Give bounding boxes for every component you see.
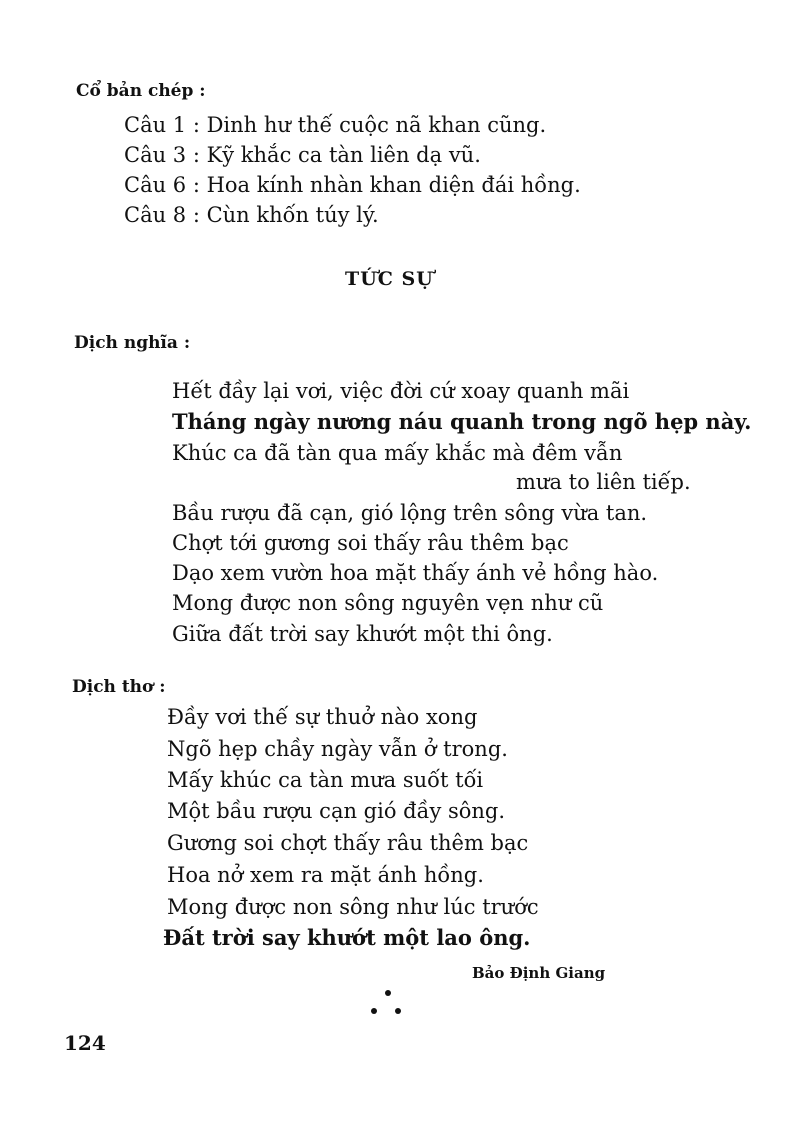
poem-line: Đầy vơi thế sự thuở nào xong [167,705,478,729]
author-signature: Bảo Định Giang [472,964,606,982]
section-title: TỨC SỰ [345,268,434,290]
poem-line: Mấy khúc ca tàn mưa suốt tối [167,768,484,792]
ornament-dot-right [395,1008,401,1014]
notes-line: Câu 6 : Hoa kính nhàn khan diện đái hồng. [124,173,581,197]
ornament-dot-left [371,1008,377,1014]
notes-line: Câu 8 : Cùn khốn túy lý. [124,203,379,227]
meaning-line: mưa to liên tiếp. [516,470,691,494]
meaning-heading: Dịch nghĩa : [74,333,191,353]
notes-heading: Cổ bản chép : [76,81,206,101]
poem-line: Hoa nở xem ra mặt ánh hồng. [167,863,484,887]
poem-line: Mong được non sông như lúc trước [167,895,539,919]
poem-line: Ngõ hẹp chầy ngày vẫn ở trong. [167,737,508,761]
meaning-line: Tháng ngày nương náu quanh trong ngõ hẹp này. [172,409,752,434]
meaning-line: Hết đầy lại vơi, việc đời cứ xoay quanh mãi [172,379,630,403]
meaning-line: Bầu rượu đã cạn, gió lộng trên sông vừa tan. [172,501,648,525]
notes-line: Câu 3 : Kỹ khắc ca tàn liên dạ vũ. [124,143,481,167]
meaning-line: Chợt tới gương soi thấy râu thêm bạc [172,531,569,555]
notes-line: Câu 1 : Dinh hư thế cuộc nã khan cũng. [124,113,547,137]
meaning-line: Khúc ca đã tàn qua mấy khắc mà đêm vẫn [172,441,623,465]
meaning-line: Dạo xem vườn hoa mặt thấy ánh vẻ hồng hào. [172,561,659,585]
meaning-line: Mong được non sông nguyên vẹn như cũ [172,591,604,615]
page-number: 124 [64,1031,106,1055]
meaning-line: Giữa đất trời say khướt một thi ông. [172,622,553,646]
ornament-dots [368,988,408,1018]
ornament-dot-top [385,990,391,996]
poem-line: Gương soi chợt thấy râu thêm bạc [167,831,529,855]
poem-line: Một bầu rượu cạn gió đầy sông. [167,799,506,823]
poem-heading: Dịch thơ : [72,677,166,697]
poem-line: Đất trời say khướt một lao ông. [163,925,531,950]
